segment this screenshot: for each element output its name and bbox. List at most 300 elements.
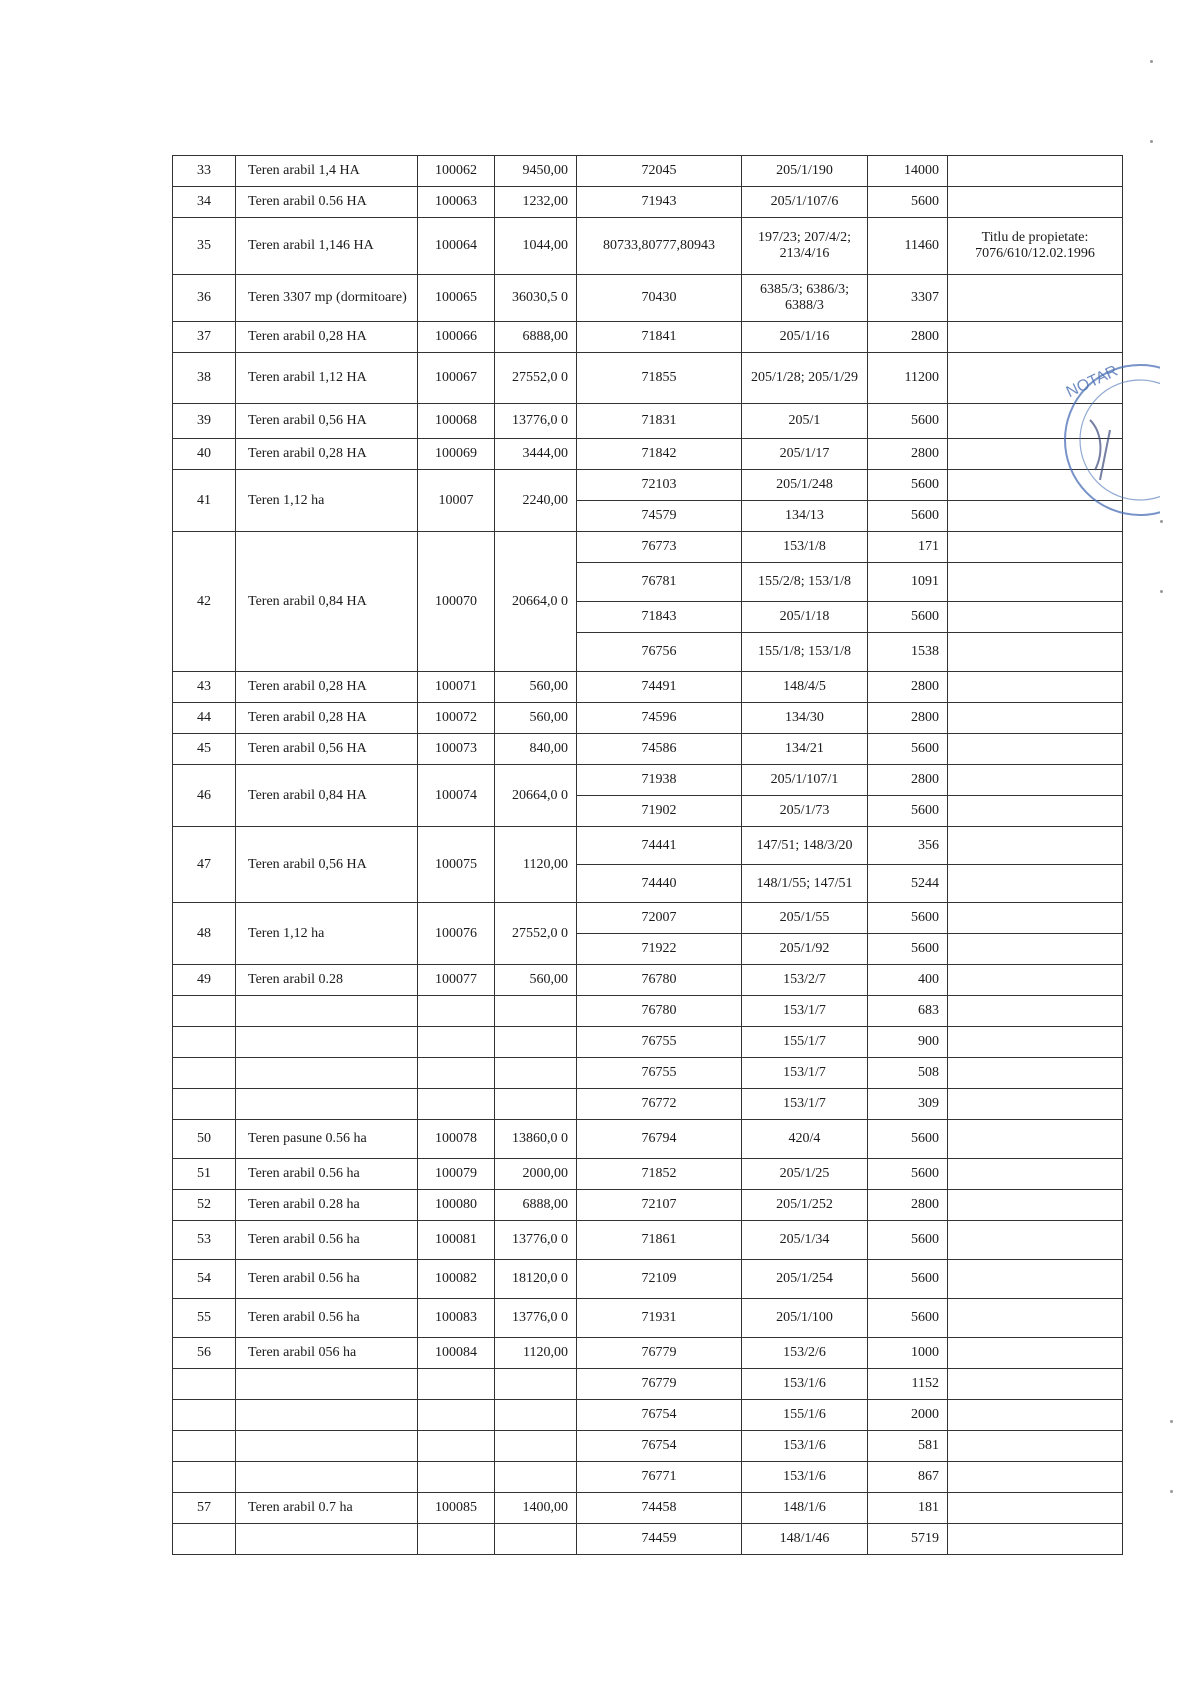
row-number: 54: [173, 1260, 236, 1299]
row-description: Teren arabil 0,28 HA: [236, 703, 418, 734]
row-number: [173, 1400, 236, 1431]
row-number: [173, 1089, 236, 1120]
row-note: [948, 1400, 1123, 1431]
row-description: Teren arabil 056 ha: [236, 1338, 418, 1369]
row-number: 37: [173, 322, 236, 353]
row-description: Teren arabil 0,84 HA: [236, 765, 418, 827]
surface: 581: [868, 1431, 948, 1462]
row-description: Teren arabil 0,28 HA: [236, 439, 418, 470]
row-note: [948, 1369, 1123, 1400]
row-value: 27552,0 0: [495, 353, 577, 404]
surface: 2800: [868, 439, 948, 470]
carte-funciara: 74459: [577, 1524, 742, 1555]
carte-funciara: 76781: [577, 563, 742, 602]
surface: 1538: [868, 633, 948, 672]
row-number: 48: [173, 903, 236, 965]
table-row: [173, 765, 1123, 796]
row-value: 9450,00: [495, 156, 577, 187]
surface: 2800: [868, 672, 948, 703]
table-row: [173, 187, 1123, 218]
row-description: Teren arabil 0,84 HA: [236, 532, 418, 672]
row-note: [948, 563, 1123, 602]
table-row: [173, 322, 1123, 353]
cadastral-number: 205/1/92: [742, 934, 868, 965]
row-description: Teren arabil 1,4 HA: [236, 156, 418, 187]
cadastral-number: 153/1/6: [742, 1462, 868, 1493]
table-row: [173, 1431, 1123, 1462]
row-note: [948, 1027, 1123, 1058]
carte-funciara: 71855: [577, 353, 742, 404]
surface: 5600: [868, 404, 948, 439]
row-note: [948, 1431, 1123, 1462]
cadastral-number: 205/1/18: [742, 602, 868, 633]
row-note: [948, 156, 1123, 187]
inventory-code: 100073: [418, 734, 495, 765]
carte-funciara: 72109: [577, 1260, 742, 1299]
row-value: [495, 996, 577, 1027]
row-value: 20664,0 0: [495, 765, 577, 827]
row-description: Teren arabil 0,28 HA: [236, 672, 418, 703]
surface: 5600: [868, 470, 948, 501]
row-note: [948, 903, 1123, 934]
row-description: [236, 1089, 418, 1120]
cadastral-number: 155/1/6: [742, 1400, 868, 1431]
cadastral-number: 6385/3; 6386/3; 6388/3: [742, 275, 868, 322]
carte-funciara: 71843: [577, 602, 742, 633]
row-description: Teren arabil 1,146 HA: [236, 218, 418, 275]
carte-funciara: 76780: [577, 965, 742, 996]
cadastral-number: 153/1/7: [742, 996, 868, 1027]
table-row: [173, 1260, 1123, 1299]
cadastral-number: 147/51; 148/3/20: [742, 827, 868, 865]
table-row: [173, 1120, 1123, 1159]
carte-funciara: 74596: [577, 703, 742, 734]
row-description: Teren arabil 0.56 ha: [236, 1260, 418, 1299]
row-number: 42: [173, 532, 236, 672]
carte-funciara: 72007: [577, 903, 742, 934]
row-note: [948, 404, 1123, 439]
surface: 1152: [868, 1369, 948, 1400]
carte-funciara: 71938: [577, 765, 742, 796]
row-description: Teren arabil 0.56 ha: [236, 1159, 418, 1190]
inventory-code: 100082: [418, 1260, 495, 1299]
inventory-code: 100076: [418, 903, 495, 965]
carte-funciara: 74579: [577, 501, 742, 532]
row-value: 13776,0 0: [495, 1299, 577, 1338]
inventory-code: 100072: [418, 703, 495, 734]
row-note: [948, 965, 1123, 996]
carte-funciara: 76771: [577, 1462, 742, 1493]
cadastral-number: 148/1/46: [742, 1524, 868, 1555]
surface: 309: [868, 1089, 948, 1120]
carte-funciara: 76755: [577, 1027, 742, 1058]
carte-funciara: 71943: [577, 187, 742, 218]
cadastral-number: 153/1/6: [742, 1431, 868, 1462]
row-number: 55: [173, 1299, 236, 1338]
carte-funciara: 80733,80777,80943: [577, 218, 742, 275]
carte-funciara: 72045: [577, 156, 742, 187]
inventory-code: 100069: [418, 439, 495, 470]
row-value: [495, 1400, 577, 1431]
inventory-code: [418, 1524, 495, 1555]
cadastral-number: 205/1/254: [742, 1260, 868, 1299]
table-row: [173, 1462, 1123, 1493]
inventory-code: 100065: [418, 275, 495, 322]
inventory-code: 100078: [418, 1120, 495, 1159]
row-number: 57: [173, 1493, 236, 1524]
row-value: 1044,00: [495, 218, 577, 275]
cadastral-number: 155/1/8; 153/1/8: [742, 633, 868, 672]
carte-funciara: 74491: [577, 672, 742, 703]
row-description: Teren arabil 0.56 ha: [236, 1299, 418, 1338]
surface: 356: [868, 827, 948, 865]
surface: 2800: [868, 322, 948, 353]
row-value: 560,00: [495, 965, 577, 996]
carte-funciara: 74440: [577, 865, 742, 903]
inventory-code: 100080: [418, 1190, 495, 1221]
row-value: 13776,0 0: [495, 404, 577, 439]
surface: 5600: [868, 1120, 948, 1159]
cadastral-number: 134/13: [742, 501, 868, 532]
row-description: Teren arabil 0,56 HA: [236, 827, 418, 903]
row-value: [495, 1431, 577, 1462]
row-description: Teren arabil 0.28 ha: [236, 1190, 418, 1221]
cadastral-number: 134/30: [742, 703, 868, 734]
carte-funciara: 74441: [577, 827, 742, 865]
inventory-code: [418, 1027, 495, 1058]
surface: 14000: [868, 156, 948, 187]
property-table: [172, 155, 1123, 1555]
table-row: [173, 1190, 1123, 1221]
cadastral-number: 153/1/6: [742, 1369, 868, 1400]
surface: 5600: [868, 903, 948, 934]
row-number: 56: [173, 1338, 236, 1369]
inventory-code: [418, 1369, 495, 1400]
row-value: 2240,00: [495, 470, 577, 532]
table-row: [173, 1338, 1123, 1369]
row-note: [948, 865, 1123, 903]
row-note: [948, 1058, 1123, 1089]
carte-funciara: 74586: [577, 734, 742, 765]
inventory-code: 100063: [418, 187, 495, 218]
row-note: [948, 1089, 1123, 1120]
row-number: 34: [173, 187, 236, 218]
row-number: 45: [173, 734, 236, 765]
inventory-code: 100074: [418, 765, 495, 827]
row-note: [948, 532, 1123, 563]
inventory-code: [418, 1058, 495, 1089]
inventory-code: 100071: [418, 672, 495, 703]
cadastral-number: 205/1/28; 205/1/29: [742, 353, 868, 404]
cadastral-number: 148/1/55; 147/51: [742, 865, 868, 903]
stamp-text: NOTAR: [1063, 362, 1121, 402]
carte-funciara: 72107: [577, 1190, 742, 1221]
row-note: [948, 470, 1123, 501]
row-description: [236, 1462, 418, 1493]
row-note: [948, 1221, 1123, 1260]
row-note: [948, 501, 1123, 532]
row-description: Teren arabil 0.28: [236, 965, 418, 996]
table-row: [173, 1493, 1123, 1524]
cadastral-number: 205/1/252: [742, 1190, 868, 1221]
inventory-code: 100075: [418, 827, 495, 903]
carte-funciara: 76779: [577, 1338, 742, 1369]
cadastral-number: 153/2/7: [742, 965, 868, 996]
surface: 5600: [868, 734, 948, 765]
inventory-code: 100064: [418, 218, 495, 275]
surface: 3307: [868, 275, 948, 322]
inventory-code: 10007: [418, 470, 495, 532]
cadastral-number: 205/1/107/6: [742, 187, 868, 218]
surface: 171: [868, 532, 948, 563]
cadastral-number: 205/1/190: [742, 156, 868, 187]
row-description: [236, 1400, 418, 1431]
surface: 900: [868, 1027, 948, 1058]
inventory-code: [418, 1431, 495, 1462]
row-description: Teren 1,12 ha: [236, 470, 418, 532]
inventory-code: [418, 996, 495, 1027]
row-number: [173, 1524, 236, 1555]
row-number: 39: [173, 404, 236, 439]
table-row: [173, 965, 1123, 996]
inventory-code: [418, 1400, 495, 1431]
row-note: [948, 322, 1123, 353]
row-note: [948, 1190, 1123, 1221]
surface: 2800: [868, 765, 948, 796]
surface: 1000: [868, 1338, 948, 1369]
row-number: 46: [173, 765, 236, 827]
row-note: [948, 439, 1123, 470]
carte-funciara: 70430: [577, 275, 742, 322]
row-number: [173, 1058, 236, 1089]
row-value: 13860,0 0: [495, 1120, 577, 1159]
row-number: 47: [173, 827, 236, 903]
row-description: Teren 1,12 ha: [236, 903, 418, 965]
row-note: [948, 827, 1123, 865]
table-row: [173, 1027, 1123, 1058]
row-value: [495, 1462, 577, 1493]
row-description: Teren arabil 0.56 ha: [236, 1221, 418, 1260]
cadastral-number: 153/2/6: [742, 1338, 868, 1369]
cadastral-number: 205/1/55: [742, 903, 868, 934]
row-number: 53: [173, 1221, 236, 1260]
carte-funciara: 71852: [577, 1159, 742, 1190]
row-note: [948, 996, 1123, 1027]
row-number: 44: [173, 703, 236, 734]
carte-funciara: 71841: [577, 322, 742, 353]
row-note: [948, 602, 1123, 633]
row-description: Teren arabil 1,12 HA: [236, 353, 418, 404]
carte-funciara: 76754: [577, 1400, 742, 1431]
row-number: 49: [173, 965, 236, 996]
row-number: 51: [173, 1159, 236, 1190]
surface: 181: [868, 1493, 948, 1524]
surface: 5600: [868, 1221, 948, 1260]
row-note: [948, 934, 1123, 965]
row-value: 36030,5 0: [495, 275, 577, 322]
row-value: [495, 1369, 577, 1400]
inventory-code: [418, 1462, 495, 1493]
row-description: Teren arabil 0,28 HA: [236, 322, 418, 353]
row-note: [948, 1493, 1123, 1524]
scan-speck: [1160, 520, 1163, 523]
carte-funciara: 71861: [577, 1221, 742, 1260]
row-description: Teren arabil 0.56 HA: [236, 187, 418, 218]
row-number: 33: [173, 156, 236, 187]
table-row: [173, 1400, 1123, 1431]
scan-speck: [1150, 60, 1153, 63]
table-row: [173, 218, 1123, 275]
cadastral-number: 197/23; 207/4/2; 213/4/16: [742, 218, 868, 275]
row-note: Titlu de propietate: 7076/610/12.02.1996: [948, 218, 1123, 275]
inventory-code: 100067: [418, 353, 495, 404]
table-row: [173, 1159, 1123, 1190]
cadastral-number: 153/1/8: [742, 532, 868, 563]
row-note: [948, 1299, 1123, 1338]
table-row: [173, 734, 1123, 765]
row-note: [948, 1260, 1123, 1299]
inventory-code: 100081: [418, 1221, 495, 1260]
surface: 11200: [868, 353, 948, 404]
carte-funciara: 76779: [577, 1369, 742, 1400]
carte-funciara: 71931: [577, 1299, 742, 1338]
row-value: 18120,0 0: [495, 1260, 577, 1299]
surface: 5600: [868, 1260, 948, 1299]
row-number: [173, 1027, 236, 1058]
carte-funciara: 71831: [577, 404, 742, 439]
row-note: [948, 1120, 1123, 1159]
row-value: 20664,0 0: [495, 532, 577, 672]
cadastral-number: 420/4: [742, 1120, 868, 1159]
row-value: 560,00: [495, 672, 577, 703]
row-description: [236, 1524, 418, 1555]
row-value: 840,00: [495, 734, 577, 765]
carte-funciara: 76756: [577, 633, 742, 672]
row-number: [173, 1369, 236, 1400]
surface: 5600: [868, 1299, 948, 1338]
inventory-code: 100084: [418, 1338, 495, 1369]
row-number: [173, 1431, 236, 1462]
carte-funciara: 71842: [577, 439, 742, 470]
carte-funciara: 76780: [577, 996, 742, 1027]
row-value: 560,00: [495, 703, 577, 734]
row-value: 1120,00: [495, 827, 577, 903]
row-note: [948, 1338, 1123, 1369]
scan-speck: [1170, 1490, 1173, 1493]
row-note: [948, 633, 1123, 672]
row-value: [495, 1089, 577, 1120]
carte-funciara: 71922: [577, 934, 742, 965]
table-row: [173, 903, 1123, 934]
surface: 508: [868, 1058, 948, 1089]
surface: 5600: [868, 796, 948, 827]
row-description: [236, 1431, 418, 1462]
table-row: [173, 996, 1123, 1027]
cadastral-number: 205/1/73: [742, 796, 868, 827]
table-row: [173, 353, 1123, 404]
row-number: 52: [173, 1190, 236, 1221]
surface: 867: [868, 1462, 948, 1493]
row-value: 1400,00: [495, 1493, 577, 1524]
row-number: [173, 996, 236, 1027]
table-row: [173, 404, 1123, 439]
row-number: 50: [173, 1120, 236, 1159]
scan-speck: [1170, 1420, 1173, 1423]
inventory-code: 100083: [418, 1299, 495, 1338]
table-row: [173, 532, 1123, 563]
table-row: [173, 1058, 1123, 1089]
surface: 400: [868, 965, 948, 996]
surface: 683: [868, 996, 948, 1027]
inventory-code: [418, 1089, 495, 1120]
surface: 5600: [868, 501, 948, 532]
row-number: 40: [173, 439, 236, 470]
inventory-code: 100066: [418, 322, 495, 353]
row-value: [495, 1058, 577, 1089]
cadastral-number: 148/4/5: [742, 672, 868, 703]
surface: 5600: [868, 1159, 948, 1190]
row-note: [948, 765, 1123, 796]
cadastral-number: 205/1: [742, 404, 868, 439]
surface: 5600: [868, 187, 948, 218]
row-note: [948, 353, 1123, 404]
row-description: Teren arabil 0,56 HA: [236, 404, 418, 439]
table-row: [173, 439, 1123, 470]
surface: 5600: [868, 602, 948, 633]
table-row: [173, 1299, 1123, 1338]
row-description: Teren arabil 0.7 ha: [236, 1493, 418, 1524]
surface: 5719: [868, 1524, 948, 1555]
table-row: [173, 156, 1123, 187]
row-description: [236, 996, 418, 1027]
row-number: 43: [173, 672, 236, 703]
carte-funciara: 76772: [577, 1089, 742, 1120]
carte-funciara: 76754: [577, 1431, 742, 1462]
row-number: 36: [173, 275, 236, 322]
table-row: [173, 275, 1123, 322]
surface: 11460: [868, 218, 948, 275]
row-number: [173, 1462, 236, 1493]
row-note: [948, 734, 1123, 765]
cadastral-number: 148/1/6: [742, 1493, 868, 1524]
cadastral-number: 205/1/17: [742, 439, 868, 470]
cadastral-number: 155/1/7: [742, 1027, 868, 1058]
cadastral-number: 153/1/7: [742, 1058, 868, 1089]
inventory-code: 100070: [418, 532, 495, 672]
inventory-code: 100079: [418, 1159, 495, 1190]
row-value: 6888,00: [495, 322, 577, 353]
row-value: 1232,00: [495, 187, 577, 218]
row-value: 2000,00: [495, 1159, 577, 1190]
surface: 2800: [868, 1190, 948, 1221]
cadastral-number: 205/1/16: [742, 322, 868, 353]
row-description: [236, 1369, 418, 1400]
row-note: [948, 1524, 1123, 1555]
inventory-code: 100085: [418, 1493, 495, 1524]
row-note: [948, 275, 1123, 322]
cadastral-number: 153/1/7: [742, 1089, 868, 1120]
row-note: [948, 672, 1123, 703]
row-note: [948, 1462, 1123, 1493]
cadastral-number: 155/2/8; 153/1/8: [742, 563, 868, 602]
row-description: [236, 1027, 418, 1058]
surface: 1091: [868, 563, 948, 602]
row-number: 41: [173, 470, 236, 532]
carte-funciara: 76773: [577, 532, 742, 563]
surface: 2000: [868, 1400, 948, 1431]
cadastral-number: 134/21: [742, 734, 868, 765]
carte-funciara: 76794: [577, 1120, 742, 1159]
